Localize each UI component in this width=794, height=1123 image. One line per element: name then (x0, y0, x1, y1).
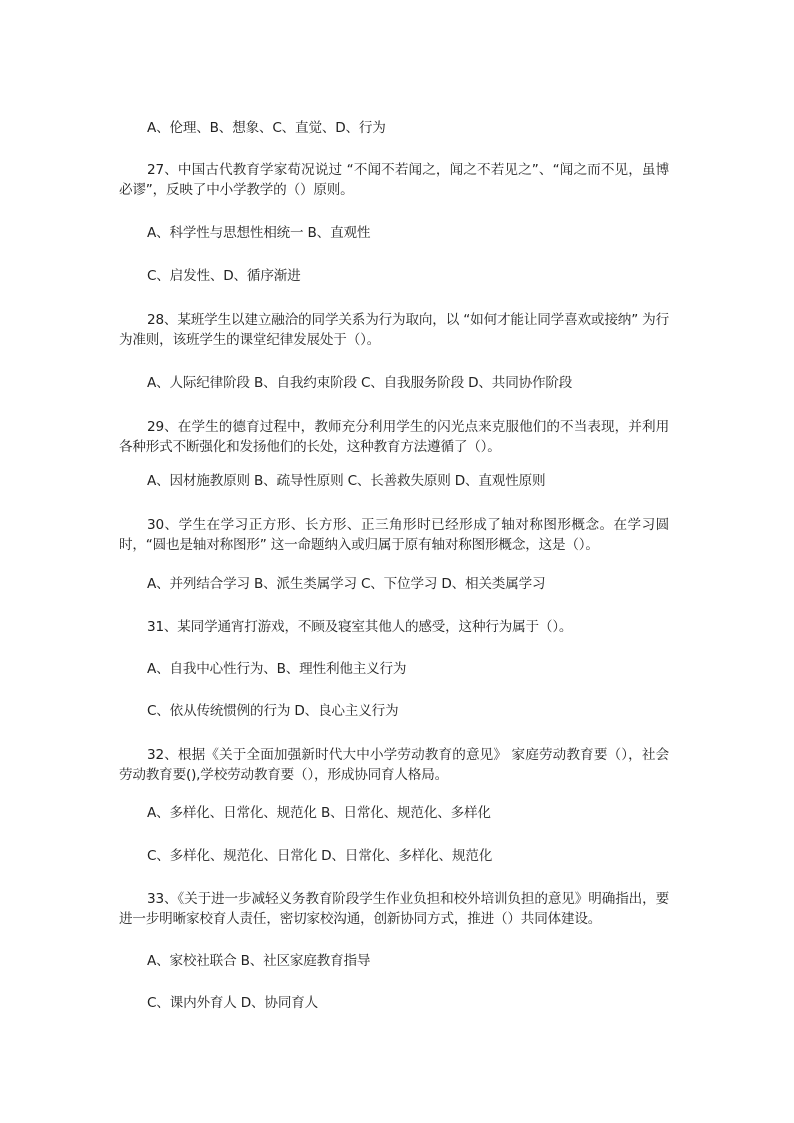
options-q26: A、伦理、B、想象、C、直觉、D、行为 (147, 120, 386, 136)
options-q28: A、人际纪律阶段 B、自我约束阶段 C、自我服务阶段 D、共同协作阶段 (147, 375, 573, 391)
question-32: 32、根据《关于全面加强新时代大中小学劳动教育的意见》 家庭劳动教育要（），社会劳动教育要(),学校劳动教育要（），形成协同育人格局。 (119, 747, 669, 783)
options-q32-cd: C、多样化、规范化、日常化 D、日常化、多样化、规范化 (147, 848, 493, 864)
options-q27-ab: A、科学性与思想性相统一 B、直观性 (147, 225, 371, 241)
options-q33-ab: A、家校社联合 B、社区家庭教育指导 (147, 953, 371, 969)
question-33: 33、《关于进一步减轻义务教育阶段学生作业负担和校外培训负担的意见》明确指出，要进一步明晰家校育人责任，密切家校沟通，创新协同方式，推进（）共同体建设。 (119, 891, 669, 927)
question-30: 30、学生在学习正方形、长方形、正三角形时已经形成了轴对称图形概念。在学习圆时，“圆也是轴对称图形” 这一命题纳入或归属于原有轴对称图形概念，这是（）。 (119, 517, 669, 553)
options-q30: A、并列结合学习 B、派生类属学习 C、下位学习 D、相关类属学习 (147, 576, 546, 592)
options-q27-cd: C、启发性、D、循序渐进 (147, 268, 301, 284)
options-q31-cd: C、依从传统惯例的行为 D、良心主义行为 (147, 703, 399, 719)
question-27: 27、中国古代教育学家荀况说过 “不闻不若闻之，闻之不若见之”、“闻之而不见，虽博必谬”，反映了中小学教学的（）原则。 (119, 162, 669, 198)
options-q31-ab: A、自我中心性行为、B、理性利他主义行为 (147, 661, 407, 677)
options-q32-ab: A、多样化、日常化、规范化 B、日常化、规范化、多样化 (147, 805, 491, 821)
options-q33-cd: C、课内外育人 D、协同育人 (147, 995, 319, 1011)
question-28: 28、某班学生以建立融洽的同学关系为行为取向，以 “如何才能让同学喜欢或接纳” 为行为准则，该班学生的课堂纪律发展处于（）。 (119, 312, 669, 348)
question-29: 29、在学生的德育过程中，教师充分利用学生的闪光点来克服他们的不当表现，并利用各种形式不断强化和发扬他们的长处，这种教育方法遵循了（）。 (119, 419, 669, 455)
options-q29: A、因材施教原则 B、疏导性原则 C、长善救失原则 D、直观性原则 (147, 473, 546, 489)
question-31: 31、某同学通宵打游戏，不顾及寝室其他人的感受，这种行为属于（）。 (147, 619, 573, 635)
